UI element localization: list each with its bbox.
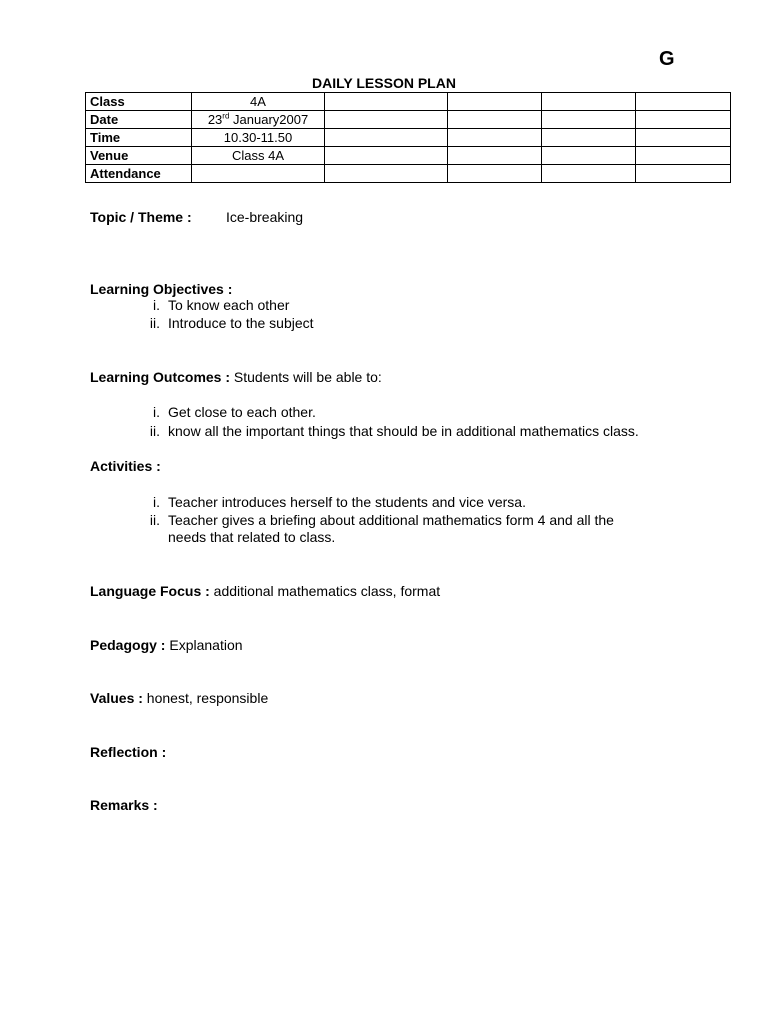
row-value	[192, 111, 325, 129]
empty-cell	[448, 111, 542, 129]
list-text: know all the important things that should be in additional mathematics class.	[168, 423, 639, 439]
empty-cell	[448, 129, 542, 147]
empty-cell	[325, 147, 448, 165]
list-number: i.	[153, 404, 160, 420]
table-row	[86, 111, 731, 129]
list-text: To know each other	[168, 297, 290, 313]
empty-cell	[636, 93, 731, 111]
outcomes-intro: Students will be able to:	[230, 369, 382, 385]
table-row	[86, 165, 731, 183]
objectives-label: Learning Objectives :	[90, 281, 233, 297]
empty-cell	[325, 165, 448, 183]
reflection-section	[90, 744, 166, 760]
values-value: honest, responsible	[142, 690, 269, 706]
list-text: Teacher introduces herself to the students and vice versa.	[168, 494, 526, 510]
empty-cell	[636, 147, 731, 165]
empty-cell	[542, 111, 636, 129]
date-ordinal: rd	[222, 111, 230, 121]
row-value: Class 4A	[192, 147, 325, 165]
list-number: ii.	[149, 512, 160, 528]
empty-cell	[448, 93, 542, 111]
empty-cell	[448, 165, 542, 183]
empty-cell	[448, 147, 542, 165]
list-number: ii.	[149, 315, 160, 331]
row-value: 10.30-11.50	[192, 129, 325, 147]
list-number: i.	[153, 494, 160, 510]
empty-cell	[542, 165, 636, 183]
table-row	[86, 147, 731, 165]
language-focus-value: additional mathematics class, format	[209, 583, 441, 599]
row-label: Venue	[86, 147, 192, 165]
table-row	[86, 93, 731, 111]
topic-value: Ice-breaking	[226, 209, 304, 225]
activities-section	[90, 458, 161, 474]
list-text-continued: needs that related to class.	[168, 529, 336, 545]
pedagogy-label: Pedagogy :	[90, 637, 166, 653]
row-label: Attendance	[86, 165, 192, 183]
outcomes-label: Learning Outcomes :	[90, 369, 231, 385]
row-value: 4A	[192, 93, 325, 111]
values-label: Values :	[90, 690, 143, 706]
remarks-label: Remarks :	[90, 797, 158, 813]
lesson-info-table	[85, 92, 731, 183]
row-value	[192, 165, 325, 183]
list-number: ii.	[149, 423, 160, 439]
language-focus-label: Language Focus :	[90, 583, 210, 599]
empty-cell	[636, 165, 731, 183]
page-letter: G	[659, 48, 675, 70]
language-focus-section	[90, 583, 440, 599]
empty-cell	[542, 93, 636, 111]
list-text: Teacher gives a briefing about additional mathematics form 4 and all the	[168, 512, 614, 528]
values-section	[90, 690, 268, 706]
row-label: Class	[86, 93, 192, 111]
outcomes-section	[90, 369, 382, 385]
list-text: Get close to each other.	[168, 404, 316, 420]
topic-label: Topic / Theme :	[90, 209, 192, 225]
topic-section	[90, 209, 192, 225]
date-day: 23	[207, 112, 223, 127]
remarks-section	[90, 797, 158, 813]
date-rest: January2007	[229, 112, 309, 127]
pedagogy-value: Explanation	[165, 637, 243, 653]
list-text: Introduce to the subject	[168, 315, 314, 331]
empty-cell	[636, 129, 731, 147]
empty-cell	[325, 111, 448, 129]
empty-cell	[542, 129, 636, 147]
empty-cell	[542, 147, 636, 165]
row-label: Time	[86, 129, 192, 147]
pedagogy-section	[90, 637, 243, 653]
table-row	[86, 129, 731, 147]
empty-cell	[636, 111, 731, 129]
activities-label: Activities :	[90, 458, 161, 474]
empty-cell	[325, 93, 448, 111]
empty-cell	[325, 129, 448, 147]
list-number: i.	[153, 297, 160, 313]
objectives-section	[90, 281, 232, 297]
document-title: DAILY LESSON PLAN	[312, 75, 456, 91]
reflection-label: Reflection :	[90, 744, 167, 760]
row-label: Date	[86, 111, 192, 129]
